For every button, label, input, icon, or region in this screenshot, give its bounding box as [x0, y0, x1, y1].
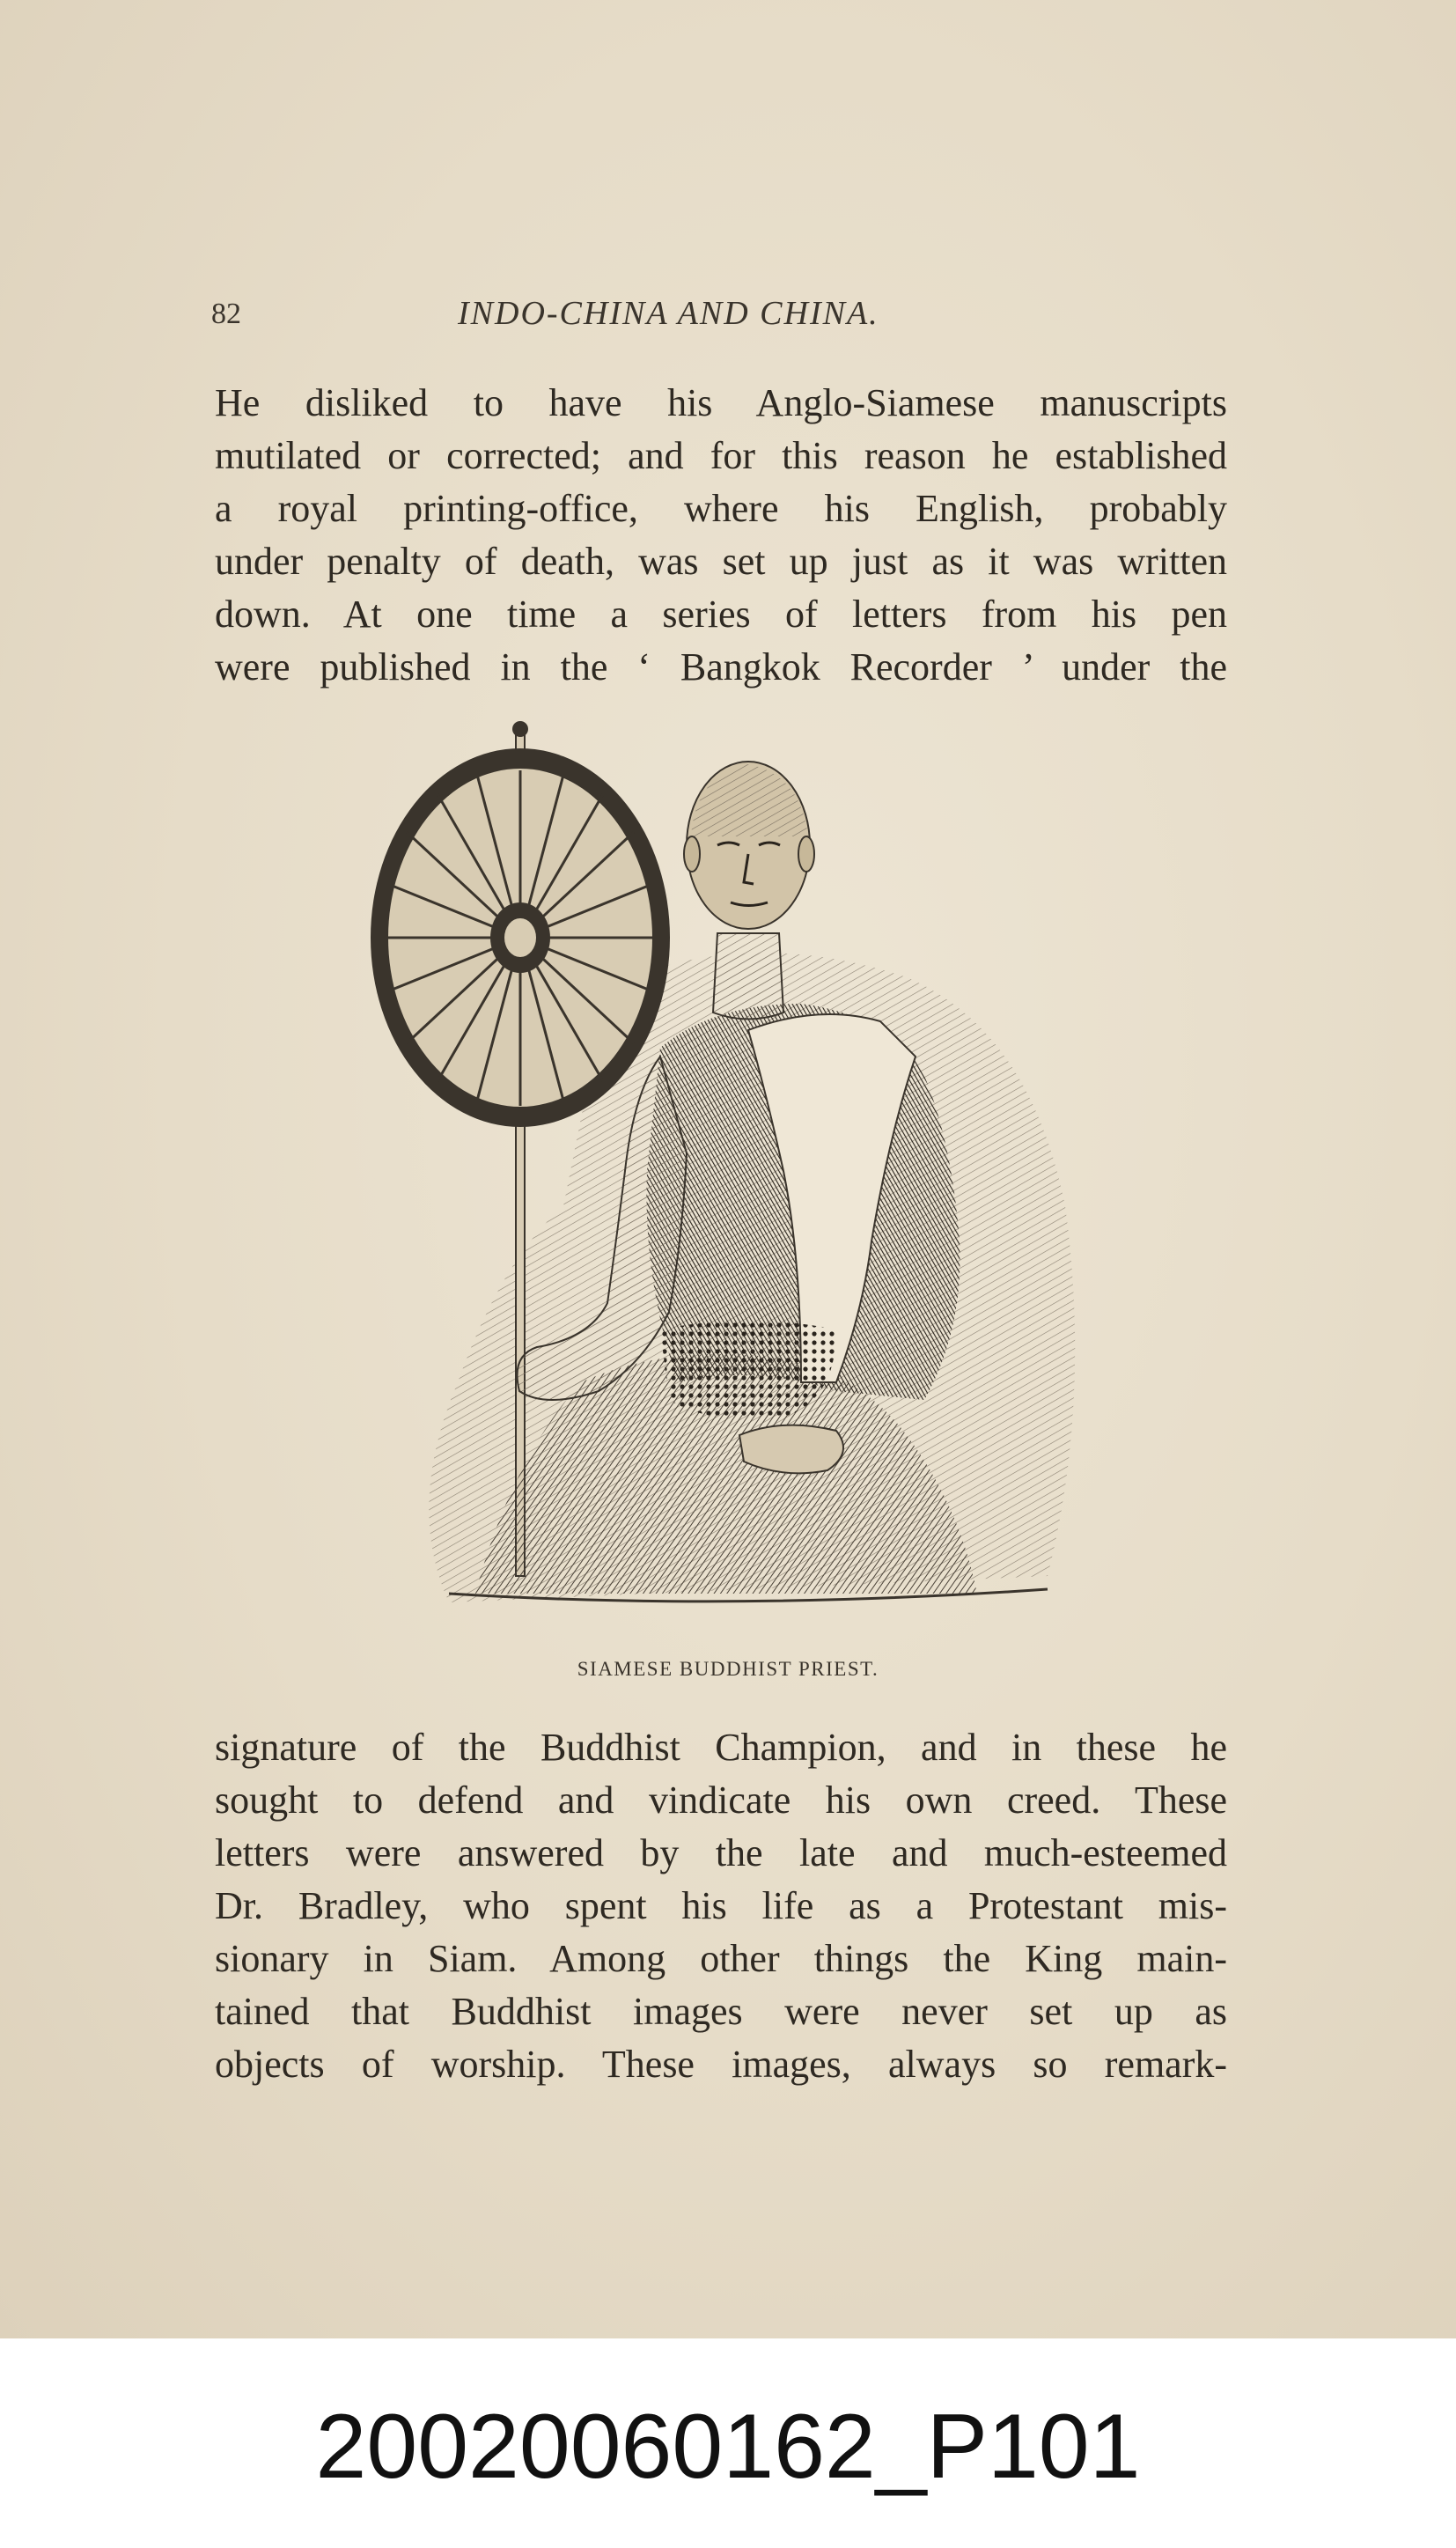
text-line: objects of worship. These images, always so remark- [215, 2043, 1227, 2086]
text-line: a royal printing-office, where his English, probably [215, 487, 1227, 530]
engraving-illustration [343, 713, 1118, 1638]
scan-identifier: 20020060162_P101 [315, 2396, 1141, 2498]
body-paragraph-top [215, 377, 1227, 694]
text-line: letters were answered by the late and much-esteemed [215, 1831, 1227, 1874]
text-line: Dr. Bradley, who spent his life as a Protestant mis- [215, 1884, 1227, 1927]
page-number: 82 [211, 298, 241, 330]
text-line: He disliked to have his Anglo-Siamese manuscripts [215, 381, 1227, 424]
body-paragraph-bottom [215, 1721, 1227, 2091]
running-title: INDO-CHINA AND CHINA. [458, 295, 879, 332]
fan-icon [371, 748, 670, 1127]
text-line: tained that Buddhist images were never set up as [215, 1990, 1227, 2033]
text-line: sought to defend and vindicate his own creed. These [215, 1778, 1227, 1822]
text-line: sionary in Siam. Among other things the King main- [215, 1937, 1227, 1980]
text-line: signature of the Buddhist Champion, and in these he [215, 1726, 1227, 1769]
figure-caption: SIAMESE BUDDHIST PRIEST. [577, 1658, 879, 1680]
text-line: were published in the ‘ Bangkok Recorder ’ under the [215, 645, 1227, 689]
text-line: down. At one time a series of letters from his pen [215, 593, 1227, 636]
text-line: under penalty of death, was set up just as it was written [215, 540, 1227, 583]
text-line: mutilated or corrected; and for this reason he established [215, 434, 1227, 477]
hand-lap [739, 1425, 843, 1474]
neck [713, 933, 783, 1020]
